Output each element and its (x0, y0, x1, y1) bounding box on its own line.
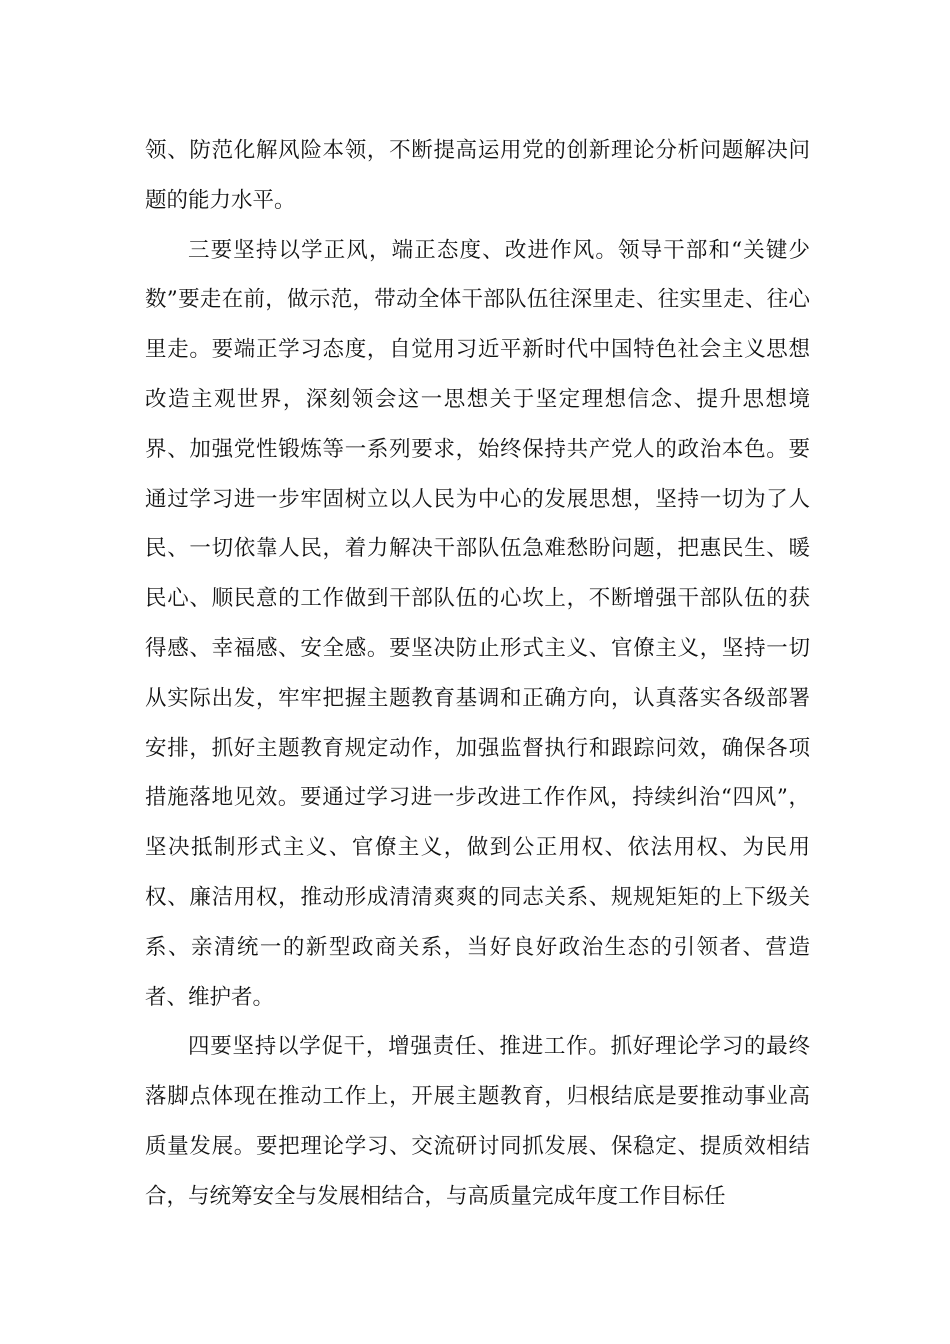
paragraph-point-four: 四要坚持以学促干，增强责任、推进工作。抓好理论学习的最终落脚点体现在推动工作上，开展主题教育，归根结底是要推动事业高质量发展。要把理论学习、交流研讨同抓发展、保稳定、提质效相结合，与统筹安全与发展相结合，与高质量完成年度工作目标任 (145, 1034, 810, 1209)
paragraph-point-three: 三要坚持以学正风，端正态度、改进作风。领导干部和“关键少数”要走在前，做示范，带动全体干部队伍往深里走、往实里走、往心里走。要端正学习态度，自觉用习近平新时代中国特色社会主义思想改造主观世界，深刻领会这一思想关于坚定理想信念、提升思想境界、加强党性锻炼等一系列要求，始终保持共产党人的政治本色。要通过学习进一步牢固树立以人民为中心的发展思想，坚持一切为了人民、一切依靠人民，着力解决干部队伍急难愁盼问题，把惠民生、暖民心、顺民意的工作做到干部队伍的心坎上，不断增强干部队伍的获得感、幸福感、安全感。要坚决防止形式主义、官僚主义，坚持一切从实际出发，牢牢把握主题教育基调和正确方向，认真落实各级部署安排，抓好主题教育规定动作，加强监督执行和跟踪问效，确保各项措施落地见效。要通过学习进一步改进工作作风，持续纠治“四风”，坚决抵制形式主义、官僚主义，做到公正用权、依法用权、为民用权、廉洁用权，推动形成清清爽爽的同志关系、规规矩矩的上下级关系、亲清统一的新型政商关系，当好良好政治生态的引领者、营造者、维护者。 (145, 237, 810, 1010)
document-body (145, 126, 810, 1222)
paragraph-continuation: 领、防范化解风险本领，不断提高运用党的创新理论分析问题解决问题的能力水平。 (145, 138, 810, 213)
